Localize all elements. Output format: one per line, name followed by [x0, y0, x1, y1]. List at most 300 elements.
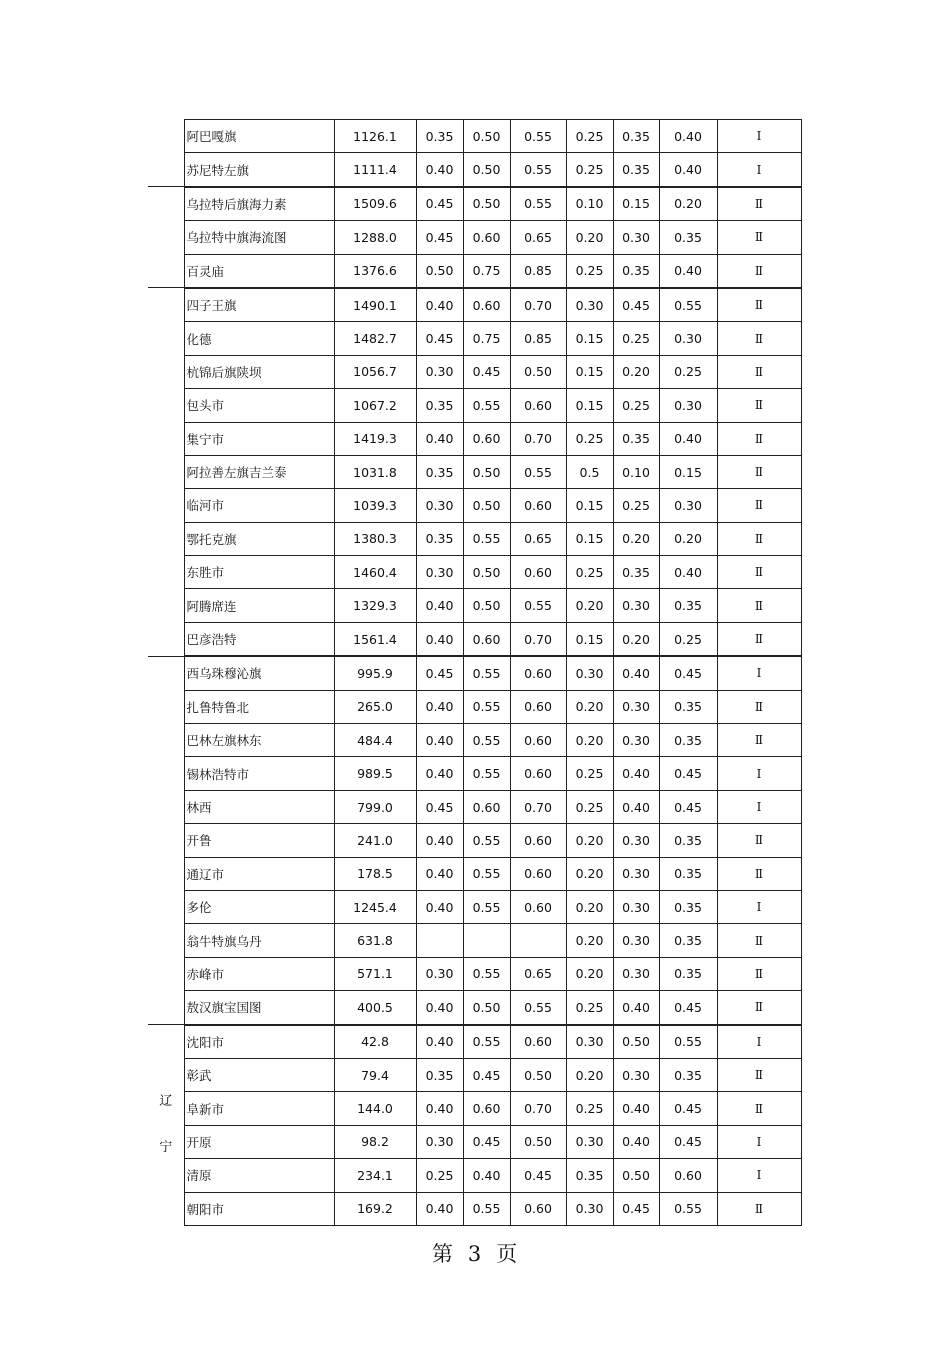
value-cell: 0.20	[659, 522, 717, 555]
station-name: 临河市	[184, 489, 334, 522]
value-cell: 0.55	[463, 857, 510, 890]
altitude-cell: 571.1	[334, 957, 416, 990]
value-cell: 0.30	[659, 322, 717, 355]
zone-class-cell: Ⅰ	[717, 1025, 801, 1059]
zone-class-cell: Ⅱ	[717, 322, 801, 355]
value-cell: 0.55	[463, 957, 510, 990]
altitude-cell: 144.0	[334, 1092, 416, 1125]
value-cell: 0.55	[463, 724, 510, 757]
value-cell: 0.30	[613, 957, 659, 990]
value-cell: 0.45	[416, 656, 463, 690]
table-row	[148, 890, 801, 923]
page-suffix: 页	[496, 1242, 519, 1266]
value-cell: 0.50	[510, 1058, 566, 1091]
value-cell: 0.45	[659, 790, 717, 823]
altitude-cell: 1376.6	[334, 254, 416, 288]
value-cell: 0.35	[659, 690, 717, 723]
zone-class-cell: Ⅱ	[717, 455, 801, 488]
altitude-cell: 1329.3	[334, 589, 416, 622]
altitude-cell: 989.5	[334, 757, 416, 790]
value-cell: 0.40	[416, 857, 463, 890]
value-cell: 0.35	[416, 1058, 463, 1091]
station-name: 阿腾席连	[184, 589, 334, 622]
value-cell: 0.40	[416, 724, 463, 757]
table-row	[148, 389, 801, 422]
zone-class-cell: Ⅰ	[717, 1159, 801, 1192]
station-name: 百灵庙	[184, 254, 334, 288]
station-name: 清原	[184, 1159, 334, 1192]
value-cell: 0.40	[659, 153, 717, 187]
value-cell: 0.50	[463, 489, 510, 522]
value-cell: 0.35	[659, 221, 717, 254]
value-cell: 0.20	[566, 221, 613, 254]
value-cell: 0.65	[510, 957, 566, 990]
value-cell: 0.35	[659, 957, 717, 990]
value-cell: 0.60	[510, 656, 566, 690]
value-cell: 0.20	[566, 857, 613, 890]
value-cell: 0.40	[613, 991, 659, 1025]
station-name: 西乌珠穆沁旗	[184, 656, 334, 690]
value-cell: 0.30	[416, 355, 463, 388]
altitude-cell: 799.0	[334, 790, 416, 823]
value-cell: 0.40	[659, 254, 717, 288]
value-cell: 0.60	[510, 1025, 566, 1059]
table-row	[148, 355, 801, 388]
value-cell: 0.30	[566, 1125, 613, 1158]
value-cell: 0.35	[659, 924, 717, 957]
table-row	[148, 489, 801, 522]
value-cell: 0.30	[613, 890, 659, 923]
value-cell: 0.35	[659, 589, 717, 622]
value-cell: 0.40	[416, 991, 463, 1025]
station-name: 多伦	[184, 890, 334, 923]
table-row	[148, 690, 801, 723]
altitude-cell: 79.4	[334, 1058, 416, 1091]
zone-class-cell: Ⅱ	[717, 489, 801, 522]
value-cell: 0.20	[566, 724, 613, 757]
value-cell: 0.45	[659, 757, 717, 790]
value-cell: 0.50	[510, 1125, 566, 1158]
value-cell: 0.55	[510, 153, 566, 187]
value-cell: 0.60	[510, 1192, 566, 1225]
value-cell: 0.50	[463, 556, 510, 589]
value-cell: 0.40	[416, 589, 463, 622]
value-cell: 0.40	[613, 790, 659, 823]
value-cell: 0.55	[463, 890, 510, 923]
value-cell: 0.30	[566, 1025, 613, 1059]
altitude-cell: 995.9	[334, 656, 416, 690]
value-cell: 0.50	[463, 455, 510, 488]
table-row	[148, 622, 801, 656]
station-name: 开鲁	[184, 824, 334, 857]
value-cell: 0.45	[416, 790, 463, 823]
value-cell: 0.25	[613, 389, 659, 422]
value-cell: 0.15	[613, 187, 659, 221]
value-cell: 0.30	[613, 690, 659, 723]
value-cell: 0.55	[510, 455, 566, 488]
value-cell: 0.30	[416, 957, 463, 990]
value-cell: 0.50	[416, 254, 463, 288]
value-cell: 0.60	[659, 1159, 717, 1192]
value-cell: 0.30	[613, 1058, 659, 1091]
altitude-cell: 1067.2	[334, 389, 416, 422]
zone-class-cell: Ⅱ	[717, 1192, 801, 1225]
table-row	[148, 790, 801, 823]
station-name: 沈阳市	[184, 1025, 334, 1059]
value-cell: 0.20	[613, 355, 659, 388]
value-cell: 0.45	[416, 221, 463, 254]
station-name: 东胜市	[184, 556, 334, 589]
value-cell: 0.40	[659, 556, 717, 589]
value-cell: 0.55	[510, 120, 566, 153]
zone-class-cell: Ⅰ	[717, 757, 801, 790]
value-cell: 0.35	[416, 455, 463, 488]
value-cell: 0.70	[510, 288, 566, 322]
station-name: 阿巴嘎旗	[184, 120, 334, 153]
table-row	[148, 153, 801, 187]
value-cell: 0.25	[566, 153, 613, 187]
table-row	[148, 757, 801, 790]
table-row	[148, 522, 801, 555]
altitude-cell: 178.5	[334, 857, 416, 890]
table-row	[148, 221, 801, 254]
table-row	[148, 1192, 801, 1225]
value-cell: 0.60	[510, 857, 566, 890]
value-cell: 0.60	[463, 1092, 510, 1125]
station-name: 锡林浩特市	[184, 757, 334, 790]
zone-class-cell: Ⅰ	[717, 153, 801, 187]
province-cell	[148, 120, 184, 187]
zone-class-cell: Ⅱ	[717, 355, 801, 388]
value-cell: 0.25	[566, 790, 613, 823]
value-cell: 0.55	[510, 589, 566, 622]
value-cell: 0.30	[659, 489, 717, 522]
zone-class-cell: Ⅰ	[717, 890, 801, 923]
value-cell: 0.45	[463, 355, 510, 388]
value-cell: 0.85	[510, 322, 566, 355]
value-cell: 0.30	[613, 221, 659, 254]
value-cell: 0.20	[613, 622, 659, 656]
value-cell: 0.40	[613, 757, 659, 790]
station-name: 翁牛特旗乌丹	[184, 924, 334, 957]
altitude-cell: 1245.4	[334, 890, 416, 923]
value-cell: 0.60	[510, 824, 566, 857]
province-char: 宁	[159, 1140, 173, 1156]
value-cell: 0.30	[416, 1125, 463, 1158]
value-cell: 0.20	[566, 957, 613, 990]
value-cell: 0.55	[463, 690, 510, 723]
value-cell: 0.20	[566, 690, 613, 723]
station-name: 扎鲁特鲁北	[184, 690, 334, 723]
altitude-cell: 98.2	[334, 1125, 416, 1158]
table-row	[148, 120, 801, 153]
altitude-cell: 1490.1	[334, 288, 416, 322]
altitude-cell: 1561.4	[334, 622, 416, 656]
value-cell: 0.25	[566, 120, 613, 153]
value-cell: 0.50	[613, 1159, 659, 1192]
value-cell: 0.60	[463, 790, 510, 823]
value-cell: 0.35	[659, 857, 717, 890]
value-cell: 0.20	[613, 522, 659, 555]
value-cell	[510, 924, 566, 957]
value-cell: 0.40	[416, 824, 463, 857]
zone-class-cell: Ⅱ	[717, 221, 801, 254]
zone-class-cell: Ⅱ	[717, 556, 801, 589]
altitude-cell: 1460.4	[334, 556, 416, 589]
value-cell: 0.35	[416, 389, 463, 422]
value-cell: 0.60	[510, 724, 566, 757]
value-cell: 0.50	[463, 153, 510, 187]
value-cell: 0.50	[510, 355, 566, 388]
value-cell: 0.30	[613, 924, 659, 957]
zone-class-cell: Ⅱ	[717, 389, 801, 422]
altitude-cell: 400.5	[334, 991, 416, 1025]
value-cell: 0.40	[416, 1025, 463, 1059]
value-cell: 0.25	[566, 556, 613, 589]
value-cell: 0.45	[416, 187, 463, 221]
station-name: 化德	[184, 322, 334, 355]
value-cell: 0.35	[659, 890, 717, 923]
value-cell: 0.75	[463, 322, 510, 355]
value-cell: 0.60	[510, 489, 566, 522]
table-row	[148, 857, 801, 890]
value-cell	[416, 924, 463, 957]
station-name: 开原	[184, 1125, 334, 1158]
province-cell	[148, 656, 184, 1024]
value-cell: 0.40	[463, 1159, 510, 1192]
value-cell: 0.40	[416, 622, 463, 656]
value-cell: 0.35	[613, 254, 659, 288]
table-row	[148, 254, 801, 288]
value-cell: 0.25	[566, 254, 613, 288]
table-row	[148, 924, 801, 957]
zone-class-cell: Ⅱ	[717, 522, 801, 555]
data-table	[148, 119, 802, 1226]
zone-class-cell: Ⅱ	[717, 824, 801, 857]
table-row	[148, 824, 801, 857]
zone-class-cell: Ⅰ	[717, 1125, 801, 1158]
station-name: 集宁市	[184, 422, 334, 455]
value-cell: 0.30	[613, 724, 659, 757]
altitude-cell: 1126.1	[334, 120, 416, 153]
value-cell: 0.75	[463, 254, 510, 288]
table-row	[148, 322, 801, 355]
station-name: 乌拉特后旗海力素	[184, 187, 334, 221]
value-cell: 0.25	[613, 322, 659, 355]
station-name: 鄂托克旗	[184, 522, 334, 555]
value-cell: 0.45	[463, 1058, 510, 1091]
province-cell	[148, 1025, 184, 1226]
table-row	[148, 957, 801, 990]
value-cell: 0.15	[566, 322, 613, 355]
value-cell: 0.55	[659, 1192, 717, 1225]
value-cell: 0.50	[463, 187, 510, 221]
table-row	[148, 288, 801, 322]
station-name: 巴林左旗林东	[184, 724, 334, 757]
altitude-cell: 265.0	[334, 690, 416, 723]
value-cell: 0.55	[463, 757, 510, 790]
value-cell: 0.50	[613, 1025, 659, 1059]
table-row	[148, 589, 801, 622]
zone-class-cell: Ⅱ	[717, 991, 801, 1025]
station-name: 阿拉善左旗吉兰泰	[184, 455, 334, 488]
page-footer	[0, 1238, 950, 1268]
value-cell: 0.50	[463, 120, 510, 153]
altitude-cell: 234.1	[334, 1159, 416, 1192]
station-name: 彰武	[184, 1058, 334, 1091]
value-cell: 0.55	[463, 1025, 510, 1059]
value-cell: 0.20	[566, 924, 613, 957]
station-name: 赤峰市	[184, 957, 334, 990]
value-cell: 0.15	[566, 622, 613, 656]
value-cell: 0.30	[566, 1192, 613, 1225]
value-cell: 0.55	[463, 1192, 510, 1225]
value-cell: 0.15	[566, 489, 613, 522]
value-cell: 0.85	[510, 254, 566, 288]
province-cell	[148, 187, 184, 288]
value-cell: 0.35	[566, 1159, 613, 1192]
value-cell: 0.40	[416, 1192, 463, 1225]
table-row	[148, 556, 801, 589]
station-name: 巴彦浩特	[184, 622, 334, 656]
value-cell: 0.60	[463, 221, 510, 254]
value-cell: 0.35	[613, 422, 659, 455]
value-cell: 0.10	[613, 455, 659, 488]
zone-class-cell: Ⅱ	[717, 622, 801, 656]
zone-class-cell: Ⅱ	[717, 690, 801, 723]
value-cell: 0.40	[416, 690, 463, 723]
value-cell: 0.15	[566, 389, 613, 422]
value-cell: 0.40	[613, 656, 659, 690]
value-cell: 0.40	[416, 153, 463, 187]
station-name: 朝阳市	[184, 1192, 334, 1225]
value-cell: 0.40	[613, 1092, 659, 1125]
value-cell: 0.55	[463, 522, 510, 555]
value-cell: 0.40	[659, 422, 717, 455]
value-cell: 0.25	[566, 422, 613, 455]
zone-class-cell: Ⅱ	[717, 288, 801, 322]
table-row	[148, 455, 801, 488]
value-cell: 0.45	[659, 1092, 717, 1125]
altitude-cell: 1056.7	[334, 355, 416, 388]
value-cell: 0.35	[613, 556, 659, 589]
table-row	[148, 1125, 801, 1158]
value-cell: 0.35	[659, 824, 717, 857]
value-cell: 0.45	[659, 991, 717, 1025]
value-cell: 0.15	[566, 355, 613, 388]
value-cell: 0.60	[510, 690, 566, 723]
station-name: 杭锦后旗陕坝	[184, 355, 334, 388]
value-cell: 0.25	[566, 1092, 613, 1125]
value-cell: 0.60	[510, 757, 566, 790]
zone-class-cell: Ⅱ	[717, 957, 801, 990]
value-cell: 0.40	[416, 288, 463, 322]
value-cell: 0.70	[510, 790, 566, 823]
value-cell: 0.35	[659, 1058, 717, 1091]
value-cell: 0.25	[566, 991, 613, 1025]
zone-class-cell: Ⅱ	[717, 254, 801, 288]
altitude-cell: 241.0	[334, 824, 416, 857]
zone-class-cell: Ⅱ	[717, 924, 801, 957]
table-row	[148, 656, 801, 690]
value-cell: 0.40	[416, 757, 463, 790]
province-cell	[148, 288, 184, 656]
value-cell: 0.40	[659, 120, 717, 153]
value-cell: 0.20	[566, 890, 613, 923]
value-cell	[463, 924, 510, 957]
value-cell: 0.30	[566, 656, 613, 690]
altitude-cell: 42.8	[334, 1025, 416, 1059]
province-char: 辽	[159, 1094, 173, 1110]
value-cell: 0.45	[510, 1159, 566, 1192]
value-cell: 0.35	[613, 153, 659, 187]
value-cell: 0.30	[613, 589, 659, 622]
value-cell: 0.35	[416, 522, 463, 555]
value-cell: 0.40	[613, 1125, 659, 1158]
value-cell: 0.60	[463, 422, 510, 455]
value-cell: 0.70	[510, 422, 566, 455]
value-cell: 0.30	[613, 824, 659, 857]
value-cell: 0.55	[463, 656, 510, 690]
altitude-cell: 631.8	[334, 924, 416, 957]
table-body	[148, 120, 801, 1226]
station-name: 苏尼特左旗	[184, 153, 334, 187]
value-cell: 0.35	[659, 724, 717, 757]
value-cell: 0.20	[566, 824, 613, 857]
value-cell: 0.10	[566, 187, 613, 221]
altitude-cell: 1419.3	[334, 422, 416, 455]
value-cell: 0.35	[613, 120, 659, 153]
value-cell: 0.55	[659, 288, 717, 322]
zone-class-cell: Ⅱ	[717, 1058, 801, 1091]
value-cell: 0.70	[510, 622, 566, 656]
altitude-cell: 1031.8	[334, 455, 416, 488]
value-cell: 0.25	[613, 489, 659, 522]
value-cell: 0.65	[510, 221, 566, 254]
zone-class-cell: Ⅱ	[717, 857, 801, 890]
value-cell: 0.55	[659, 1025, 717, 1059]
value-cell: 0.45	[416, 322, 463, 355]
value-cell: 0.55	[510, 991, 566, 1025]
value-cell: 0.30	[613, 857, 659, 890]
page-number: 3	[467, 1242, 483, 1266]
zone-class-cell: Ⅱ	[717, 422, 801, 455]
station-name: 四子王旗	[184, 288, 334, 322]
value-cell: 0.45	[659, 1125, 717, 1158]
value-cell: 0.20	[566, 1058, 613, 1091]
altitude-cell: 484.4	[334, 724, 416, 757]
value-cell: 0.15	[566, 522, 613, 555]
value-cell: 0.50	[463, 991, 510, 1025]
table-row	[148, 1159, 801, 1192]
altitude-cell: 1288.0	[334, 221, 416, 254]
station-name: 通辽市	[184, 857, 334, 890]
value-cell: 0.45	[613, 1192, 659, 1225]
value-cell: 0.40	[416, 422, 463, 455]
zone-class-cell: Ⅰ	[717, 790, 801, 823]
value-cell: 0.45	[613, 288, 659, 322]
value-cell: 0.60	[463, 622, 510, 656]
table-row	[148, 187, 801, 221]
value-cell: 0.45	[659, 656, 717, 690]
zone-class-cell: Ⅰ	[717, 120, 801, 153]
altitude-cell: 1380.3	[334, 522, 416, 555]
table-row	[148, 1092, 801, 1125]
value-cell: 0.55	[463, 824, 510, 857]
value-cell: 0.15	[659, 455, 717, 488]
station-name: 林西	[184, 790, 334, 823]
value-cell: 0.35	[416, 120, 463, 153]
